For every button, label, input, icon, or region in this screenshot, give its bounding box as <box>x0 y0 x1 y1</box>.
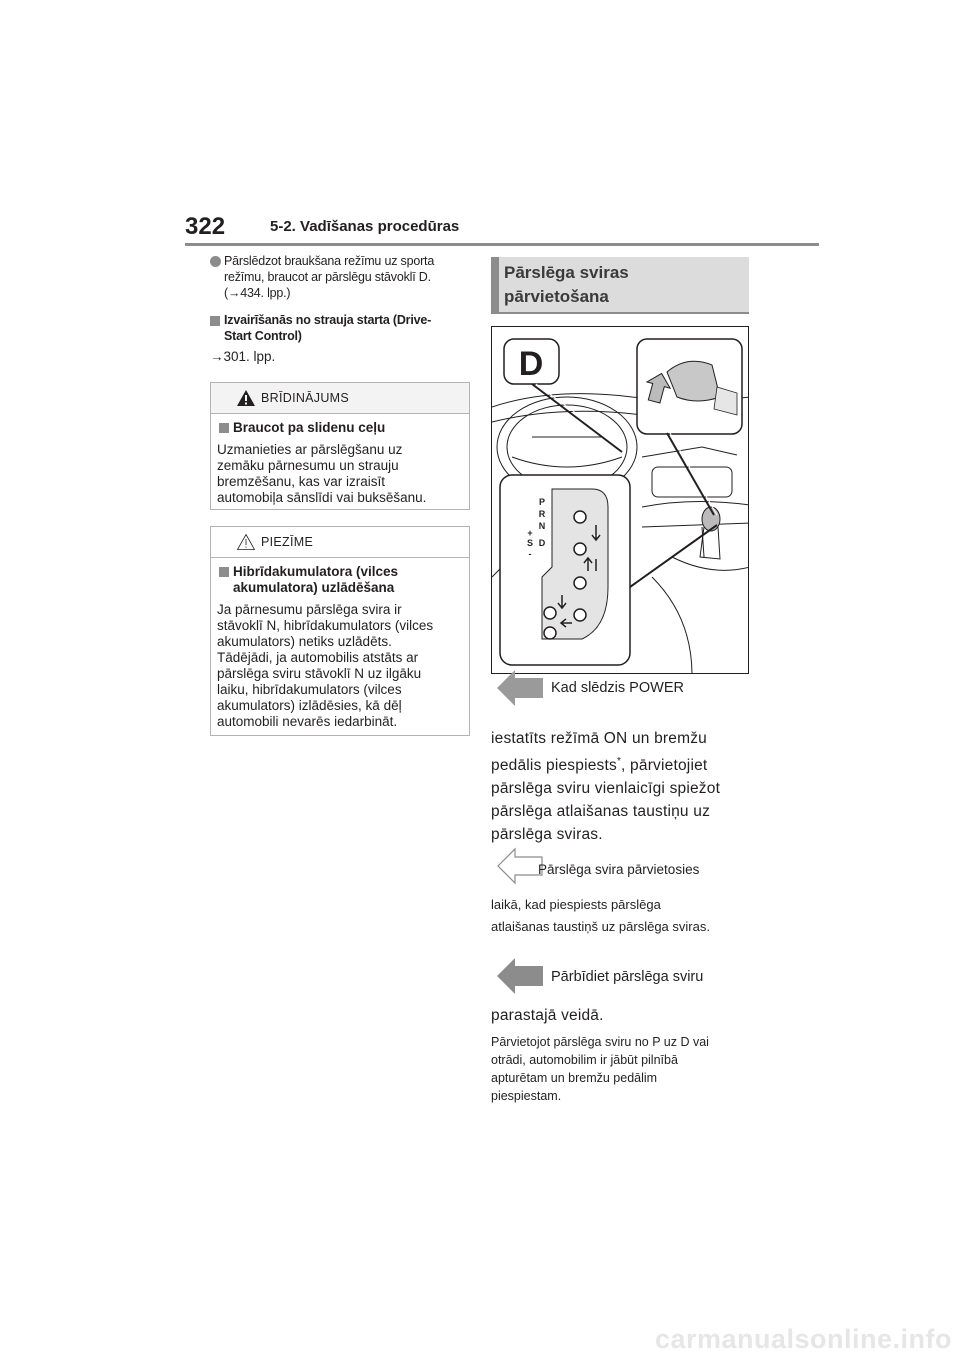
warning-text <box>217 442 463 506</box>
watermark: carmanualsonline.info <box>654 1324 952 1354</box>
subhead-line-2: Start Control) <box>224 329 302 343</box>
step-arrow-icon <box>497 956 543 996</box>
gate-label-n: N <box>538 521 546 531</box>
gate-label-p: P <box>538 497 546 507</box>
step2-label: Pārslēga svira pārvietosies <box>538 862 700 877</box>
note-line: stāvoklī N, hibrīdakumulators (vilces <box>217 618 434 633</box>
note-line: Ja pārnesumu pārslēga svira ir <box>217 602 402 617</box>
dashboard-drawing <box>492 327 749 674</box>
shift-lever-illustration <box>491 326 749 674</box>
note-line: Tādējādi, ja automobilis atstāts ar <box>217 650 419 665</box>
callout-letter-d: D <box>518 345 544 383</box>
heading-line-1: Pārslēga sviras <box>504 263 629 282</box>
gate-label-minus: - <box>528 549 532 559</box>
warning-line: zemāku pārnesumu un strauju <box>217 458 399 473</box>
note-line: automobili nevarēs iedarbināt. <box>217 714 398 729</box>
para1-line: pārslēga sviru vienlaicīgi spiežot <box>491 780 721 798</box>
gate-label-s: S <box>526 538 534 548</box>
heading-accent-bar <box>491 257 499 312</box>
gate-label-plus: + <box>527 528 533 538</box>
warning-triangle-icon <box>236 389 256 407</box>
step3-paragraph: parastajā veidā. <box>491 1007 604 1024</box>
note-line: Pārvietojot pārslēga sviru no P uz D vai <box>491 1035 709 1049</box>
warning-title: BRĪDINĀJUMS <box>261 391 350 405</box>
step-arrow-outline-icon <box>497 846 543 886</box>
para2-line: atlaišanas taustiņš uz pārslēga sviras. <box>491 919 710 934</box>
step1-label: Kad slēdzis POWER <box>551 680 684 696</box>
header-divider <box>185 243 819 246</box>
note-header <box>211 527 469 558</box>
bullet-line-1: Pārslēdzot braukšana režīmu uz sporta <box>224 254 435 268</box>
warning-subhead <box>217 420 463 436</box>
warning-line: bremzēšanu, kas var izraisīt <box>217 474 386 489</box>
warning-box <box>210 382 470 510</box>
step3-label: Pārbīdiet pārslēga sviru <box>551 969 704 985</box>
para1-line: pārslēga atlaišanas taustiņu uz <box>491 803 711 821</box>
square-bullet-icon <box>219 423 229 433</box>
warning-header <box>211 383 469 414</box>
gate-label-d: D <box>538 538 546 548</box>
section-title: 5-2. Vadīšanas procedūras <box>270 218 460 235</box>
note-line: akumulators) izlādēsies, kā dēļ <box>217 698 402 713</box>
note-line: otrādi, automobilim ir jābūt pilnībā <box>491 1053 678 1067</box>
asterisk-footnote: * <box>616 756 622 767</box>
square-bullet-icon <box>219 567 229 577</box>
para1-line: pārslēga sviras. <box>491 826 603 844</box>
note-box <box>210 526 470 736</box>
para1-line <box>491 750 771 777</box>
para1-text: , pārvietojiet <box>621 757 708 775</box>
step2-paragraph <box>491 894 771 938</box>
step-arrow-icon <box>497 668 543 708</box>
para1-line: iestatīts režīmā ON un bremžu <box>491 730 707 747</box>
note-line: laiku, hibrīdakumulators (vilces <box>217 682 402 697</box>
bullet-circle-icon <box>210 256 221 267</box>
note-subhead-line: akumulatora) uzlādēšana <box>233 580 395 595</box>
page-number: 322 <box>185 213 226 240</box>
bullet-line-2: režīmu, braucot ar pārslēgu stāvoklī D. <box>224 270 431 284</box>
note-line: akumulators) netiks uzlādēts. <box>217 634 392 649</box>
page-reference-link[interactable]: →301. lpp. <box>210 349 276 364</box>
caution-outline-icon <box>236 533 256 551</box>
note-line: pārslēga sviru stāvoklī N uz ilgāku <box>217 666 422 681</box>
square-bullet-icon <box>210 316 220 326</box>
movement-note <box>491 1033 761 1105</box>
step1-paragraph <box>491 727 771 846</box>
warning-subhead-text: Braucot pa slidenu ceļu <box>233 420 386 435</box>
warning-line: automobiļa sānslīdi vai buksēšanu. <box>217 490 427 505</box>
note-subhead-line: Hibrīdakumulatora (vilces <box>233 564 399 579</box>
right-section-heading <box>491 257 749 312</box>
bullet-ref: (→434. lpp.) <box>224 286 291 300</box>
para1-text: pedālis piespiests <box>491 757 617 775</box>
heading-divider <box>491 312 749 314</box>
warning-line: Uzmanieties ar pārslēgšanu uz <box>217 442 403 457</box>
note-line: apturētam un bremžu pedālim <box>491 1071 658 1085</box>
para2-line: laikā, kad piespiests pārslēga <box>491 897 661 912</box>
note-subhead <box>217 564 463 596</box>
note-title: PIEZĪME <box>261 535 314 549</box>
heading-line-2: pārvietošana <box>504 287 609 306</box>
note-text <box>217 602 463 730</box>
gate-label-r: R <box>538 509 546 519</box>
subhead-line-1: Izvairīšanās no strauja starta (Drive- <box>224 313 432 327</box>
note-line: piespiestam. <box>491 1089 562 1103</box>
